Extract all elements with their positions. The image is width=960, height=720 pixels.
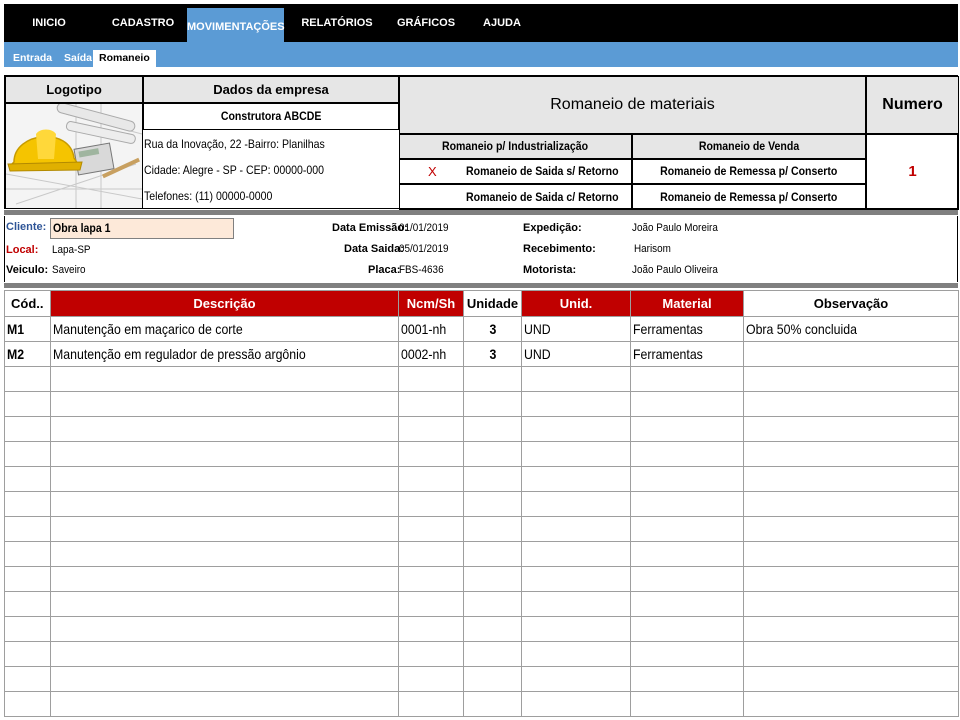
company-name-text: Construtora ABCDE: [220, 109, 322, 123]
cell-cod[interactable]: [5, 642, 51, 667]
cell-unidade[interactable]: [464, 592, 522, 617]
option-remessa-conserto-1-text: Romaneio de Remessa p/ Conserto: [660, 164, 838, 178]
tab-romaneio[interactable]: Romaneio: [93, 50, 156, 67]
cell-observacao[interactable]: [744, 517, 959, 542]
cell-material[interactable]: [631, 442, 744, 467]
cell-unidade[interactable]: [464, 542, 522, 567]
cell-material[interactable]: [631, 342, 744, 367]
cell-descricao[interactable]: [51, 392, 399, 417]
tab-entrada[interactable]: Entrada: [13, 52, 53, 64]
cell-cod[interactable]: [5, 692, 51, 717]
cell-unidade[interactable]: [464, 317, 522, 342]
logo-label: Logotipo: [5, 76, 143, 103]
cell-cod[interactable]: [5, 517, 51, 542]
table-row: [5, 642, 959, 667]
cell-ncm[interactable]: [399, 617, 464, 642]
cell-cod[interactable]: [5, 317, 51, 342]
cell-observacao[interactable]: [744, 692, 959, 717]
cell-observacao[interactable]: [744, 667, 959, 692]
cell-cod[interactable]: [5, 467, 51, 492]
option-selected-mark: X: [428, 164, 437, 179]
cell-unidade[interactable]: [464, 417, 522, 442]
cell-descricao-text: Manutenção em regulador de pressão argônio: [53, 346, 306, 362]
cell-descricao[interactable]: [51, 442, 399, 467]
cell-ncm[interactable]: [399, 667, 464, 692]
romaneio-title: Romaneio de materiais: [399, 76, 866, 134]
cell-unid[interactable]: [522, 567, 631, 592]
table-row: [5, 442, 959, 467]
recebimento-value: Harisom: [634, 243, 671, 255]
menu-cadastro[interactable]: CADASTRO: [111, 17, 175, 29]
col-header-descricao: Descrição: [51, 291, 399, 317]
cell-unid[interactable]: [522, 342, 631, 367]
cell-material[interactable]: [631, 642, 744, 667]
cell-unidade-text: 3: [489, 321, 496, 337]
cliente-input[interactable]: [50, 218, 234, 239]
cell-unidade[interactable]: [464, 492, 522, 517]
cell-unid[interactable]: [522, 467, 631, 492]
company-city: [144, 160, 349, 180]
company-address-text: Rua da Inovação, 22 -Bairro: Planilhas: [144, 137, 325, 151]
cell-cod[interactable]: [5, 392, 51, 417]
cell-ncm-text: 0002-nh: [401, 346, 447, 362]
table-row: [5, 567, 959, 592]
cell-ncm[interactable]: [399, 692, 464, 717]
cell-material[interactable]: [631, 467, 744, 492]
expedicao-label: Expedição:: [523, 222, 582, 234]
cell-material[interactable]: [631, 592, 744, 617]
cell-descricao[interactable]: [51, 417, 399, 442]
table-row: [5, 467, 959, 492]
cell-unidade[interactable]: [464, 367, 522, 392]
company-name: [143, 103, 399, 130]
cell-descricao[interactable]: [51, 692, 399, 717]
company-phones: [144, 186, 290, 206]
cell-material[interactable]: [631, 367, 744, 392]
option-saida-com-retorno[interactable]: [399, 184, 632, 210]
cell-observacao[interactable]: [744, 392, 959, 417]
cell-unid[interactable]: [522, 592, 631, 617]
cell-ncm[interactable]: [399, 367, 464, 392]
cell-unid[interactable]: [522, 442, 631, 467]
cell-material-text: Ferramentas: [633, 321, 703, 337]
table-row: [5, 517, 959, 542]
option-saida-sem-retorno-label: [466, 164, 639, 178]
col-header-ncm: Ncm/Sh: [399, 291, 464, 317]
cell-cod[interactable]: [5, 592, 51, 617]
cell-cod[interactable]: [5, 442, 51, 467]
cell-unid[interactable]: [522, 542, 631, 567]
local-value: Lapa-SP: [52, 244, 91, 256]
cell-observacao[interactable]: [744, 417, 959, 442]
cell-unidade[interactable]: [464, 442, 522, 467]
table-row: [5, 392, 959, 417]
cell-material[interactable]: [631, 392, 744, 417]
cell-ncm[interactable]: [399, 442, 464, 467]
cell-unid[interactable]: [522, 492, 631, 517]
option-remessa-conserto-1[interactable]: [632, 159, 866, 184]
cell-ncm[interactable]: [399, 467, 464, 492]
expedicao-value: João Paulo Moreira: [632, 222, 718, 234]
table-row: [5, 367, 959, 392]
cell-cod[interactable]: [5, 567, 51, 592]
items-table-body: [5, 317, 959, 717]
cell-descricao[interactable]: [51, 467, 399, 492]
company-logo: [5, 103, 143, 209]
cell-unidade[interactable]: [464, 667, 522, 692]
cliente-value: [53, 221, 118, 235]
numero-label: Numero: [866, 76, 959, 134]
cell-ncm[interactable]: [399, 417, 464, 442]
menu-inicio[interactable]: INICIO: [32, 17, 66, 29]
option-saida-sem-retorno-text: Romaneio de Saida s/ Retorno: [466, 164, 619, 178]
cell-unid[interactable]: [522, 317, 631, 342]
col-header-observacao: Observação: [744, 291, 959, 317]
table-row: [5, 342, 959, 367]
option-industrializacao: [399, 134, 632, 159]
col-header-unidade: Unidade: [464, 291, 522, 317]
company-city-text: Cidade: Alegre - SP - CEP: 00000-000: [144, 163, 325, 177]
table-row: [5, 617, 959, 642]
cell-unidade[interactable]: [464, 567, 522, 592]
option-industrializacao-text: Romaneio p/ Industrialização: [442, 139, 589, 153]
cell-unidade-text: 3: [489, 346, 496, 362]
cell-descricao[interactable]: [51, 492, 399, 517]
veiculo-label: Veiculo:: [6, 264, 49, 276]
cell-material[interactable]: [631, 617, 744, 642]
cell-descricao[interactable]: [51, 342, 399, 367]
hardhat-logo-icon: [6, 104, 142, 208]
separator-bar-2: [4, 283, 958, 288]
cell-descricao[interactable]: [51, 542, 399, 567]
cell-descricao[interactable]: [51, 617, 399, 642]
cell-unid[interactable]: [522, 392, 631, 417]
cell-cod[interactable]: [5, 617, 51, 642]
separator-bar: [4, 210, 958, 215]
placa-label: Placa:: [368, 264, 401, 276]
cell-ncm[interactable]: [399, 317, 464, 342]
cell-unid[interactable]: [522, 367, 631, 392]
menu-ajuda[interactable]: AJUDA: [483, 17, 521, 29]
cell-cod-text: M2: [7, 346, 25, 362]
cell-observacao-text: Obra 50% concluida: [746, 321, 857, 337]
cell-material[interactable]: [631, 692, 744, 717]
motorista-value: João Paulo Oliveira: [632, 264, 718, 276]
cell-cod[interactable]: [5, 342, 51, 367]
menu-graficos[interactable]: GRÁFICOS: [396, 17, 456, 29]
cell-observacao[interactable]: [744, 592, 959, 617]
cell-unidade[interactable]: [464, 617, 522, 642]
cell-unidade[interactable]: [464, 517, 522, 542]
table-row: [5, 692, 959, 717]
cell-unid[interactable]: [522, 667, 631, 692]
placa-value: FBS-4636: [399, 264, 444, 276]
cliente-value-text: Obra lapa 1: [53, 221, 111, 235]
cell-cod[interactable]: [5, 417, 51, 442]
cell-observacao[interactable]: [744, 467, 959, 492]
option-venda-text: Romaneio de Venda: [698, 139, 800, 153]
cell-observacao[interactable]: [744, 342, 959, 367]
cell-material-text: Ferramentas: [633, 346, 703, 362]
cell-material[interactable]: [631, 492, 744, 517]
cell-descricao[interactable]: [51, 567, 399, 592]
cell-ncm[interactable]: [399, 492, 464, 517]
cell-observacao[interactable]: [744, 492, 959, 517]
cell-ncm[interactable]: [399, 342, 464, 367]
cell-cod[interactable]: [5, 367, 51, 392]
table-row: [5, 317, 959, 342]
table-row: [5, 542, 959, 567]
col-header-material: Material: [631, 291, 744, 317]
items-table: [4, 290, 959, 717]
cell-unid[interactable]: [522, 692, 631, 717]
table-row: [5, 667, 959, 692]
tab-saida[interactable]: Saída: [64, 52, 93, 64]
cell-descricao[interactable]: [51, 642, 399, 667]
cell-material[interactable]: [631, 517, 744, 542]
veiculo-value: Saveiro: [52, 264, 86, 276]
cell-descricao[interactable]: [51, 592, 399, 617]
document-header: [4, 75, 958, 209]
cell-unid[interactable]: [522, 617, 631, 642]
cell-cod-text: M1: [7, 321, 25, 337]
cell-material[interactable]: [631, 417, 744, 442]
cell-material[interactable]: [631, 542, 744, 567]
option-saida-sem-retorno[interactable]: [399, 159, 632, 184]
cell-observacao[interactable]: [744, 617, 959, 642]
recebimento-label: Recebimento:: [523, 243, 596, 255]
cell-unid[interactable]: [522, 517, 631, 542]
numero-value[interactable]: 1: [866, 134, 959, 210]
cell-descricao[interactable]: [51, 367, 399, 392]
cell-observacao[interactable]: [744, 317, 959, 342]
cell-descricao[interactable]: [51, 317, 399, 342]
table-row: [5, 492, 959, 517]
cell-unid[interactable]: [522, 417, 631, 442]
cell-unidade[interactable]: [464, 642, 522, 667]
local-label: Local:: [6, 244, 39, 256]
cell-cod[interactable]: [5, 667, 51, 692]
cell-observacao[interactable]: [744, 542, 959, 567]
top-menu-bar: [4, 4, 958, 42]
cell-observacao[interactable]: [744, 642, 959, 667]
cell-ncm[interactable]: [399, 642, 464, 667]
cell-ncm[interactable]: [399, 542, 464, 567]
cell-material[interactable]: [631, 667, 744, 692]
option-remessa-conserto-2[interactable]: [632, 184, 866, 210]
emissao-value: 01/01/2019: [399, 222, 449, 234]
cell-ncm[interactable]: [399, 392, 464, 417]
cell-ncm-text: 0001-nh: [401, 321, 447, 337]
option-venda: [632, 134, 866, 159]
cliente-label: Cliente:: [6, 221, 47, 233]
cell-descricao[interactable]: [51, 517, 399, 542]
cell-observacao[interactable]: [744, 567, 959, 592]
company-phones-text: Telefones: (11) 00000-0000: [144, 189, 273, 203]
company-address: [144, 134, 349, 154]
option-remessa-conserto-2-text: Romaneio de Remessa p/ Conserto: [660, 190, 838, 204]
cell-ncm[interactable]: [399, 517, 464, 542]
cell-unidade[interactable]: [464, 392, 522, 417]
col-header-unid: Unid.: [522, 291, 631, 317]
cell-unidade[interactable]: [464, 467, 522, 492]
cell-unidade[interactable]: [464, 692, 522, 717]
table-row: [5, 592, 959, 617]
option-saida-com-retorno-label: [466, 190, 639, 204]
cell-unid-text: UND: [524, 346, 551, 362]
menu-relatorios[interactable]: RELATÓRIOS: [301, 17, 373, 29]
cell-material[interactable]: [631, 317, 744, 342]
cell-observacao[interactable]: [744, 367, 959, 392]
sub-nav-bar: [4, 42, 958, 67]
emissao-label: Data Emissão:: [332, 222, 408, 234]
cell-ncm[interactable]: [399, 592, 464, 617]
cell-unid-text: UND: [524, 321, 551, 337]
cell-descricao[interactable]: [51, 667, 399, 692]
data-saida-label: Data Saida:: [344, 243, 404, 255]
cell-unidade[interactable]: [464, 342, 522, 367]
cell-material[interactable]: [631, 567, 744, 592]
cell-unid[interactable]: [522, 642, 631, 667]
cell-descricao-text: Manutenção em maçarico de corte: [53, 321, 243, 337]
cell-cod[interactable]: [5, 542, 51, 567]
menu-movimentacoes[interactable]: MOVIMENTAÇÕES: [187, 8, 284, 42]
option-saida-com-retorno-text: Romaneio de Saida c/ Retorno: [466, 190, 619, 204]
data-saida-value: 05/01/2019: [399, 243, 449, 255]
cell-observacao[interactable]: [744, 442, 959, 467]
motorista-label: Motorista:: [523, 264, 577, 276]
table-row: [5, 417, 959, 442]
company-data-label: Dados da empresa: [143, 76, 399, 103]
col-header-cod: Cód..: [5, 291, 51, 317]
table-header-row: [5, 291, 959, 317]
cell-cod[interactable]: [5, 492, 51, 517]
cell-ncm[interactable]: [399, 567, 464, 592]
